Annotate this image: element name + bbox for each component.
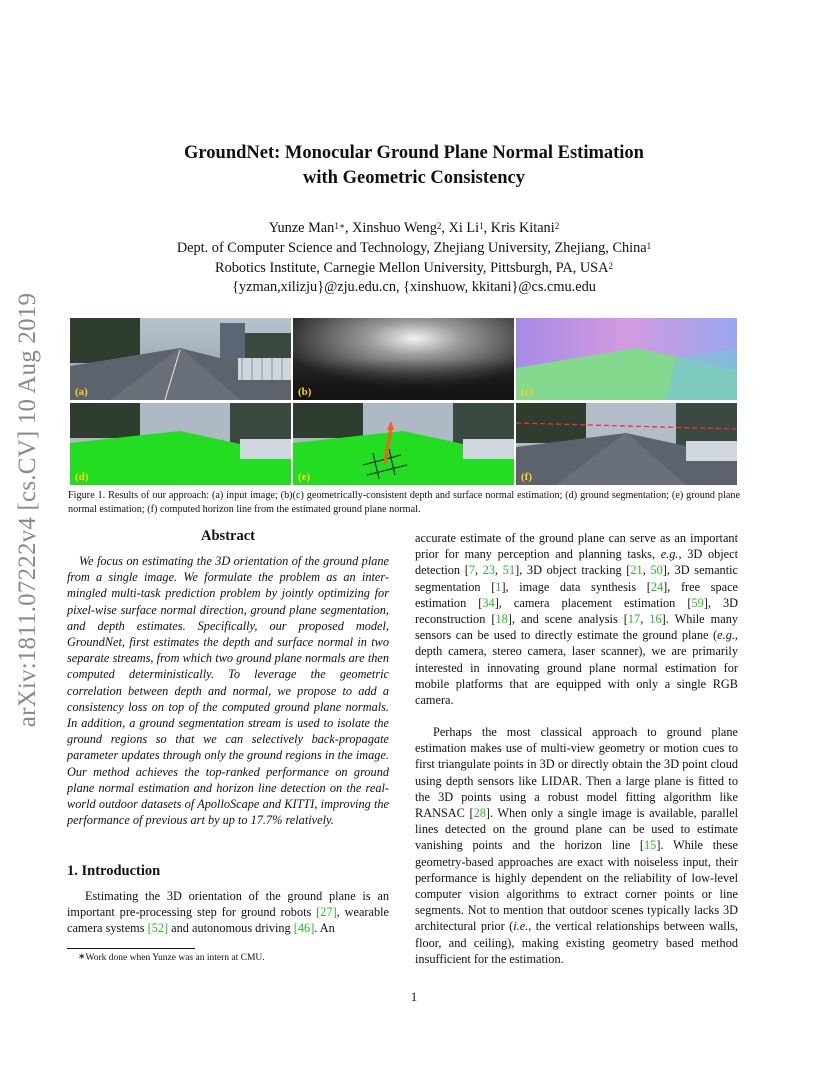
right-column-paragraph-1: accurate estimate of the ground plane can serve as an important prior for many perception and planning tasks, e.g., 3D object detection [7, 23, 51], 3D object tracking [21, 50], 3D semantic segmentation [1], image data synthesis [24], free space estimation [34], camera placement estimation [59], 3D reconstruction [18], and scene analysis [17, 16]. While many sensors can be used to directly estimate the ground plane (e.g., depth camera, stereo camera, laser scanner), we are primarily interested in innovating ground plane normal estimation for mobile platforms that are equipped with only a single RGB camera. — [415, 531, 738, 708]
citation-link[interactable]: 23 — [482, 563, 496, 578]
panel-label-a: (a) — [75, 386, 88, 398]
citation-link[interactable]: 28 — [473, 806, 486, 821]
citation-link[interactable]: 7 — [468, 563, 475, 578]
footnote: ∗Work done when Yunze was an intern at CMU. — [78, 951, 265, 963]
abstract-text: We focus on estimating the 3D orientation of the ground plane from a single image. We formulate the problem as an inter-mingled multi-task prediction problem by jointly optimizing for pixel-wise surface normal direction, ground plane segmentation, and depth estimates. Specifically, our proposed model, GroundNet, first estimates the depth and surface normal in two separate streams, from which two ground plane normals are then computed deterministically. To leverage the geometric correlation between depth and normal, we propose to add a consistency loss on top of the computed ground plane normals. In addition, a ground segmentation stream is used to isolate the ground regions so that we can selectively back-propagate parameter updates through only the ground regions in the image. Our method achieves the top-ranked performance on ground plane normal estimation and horizon line detection on the real-world outdoor datasets of ApolloScape and KITTI, improving the performance of previous art by up to 17.7% relatively. — [67, 554, 389, 828]
panel-label-d: (d) — [75, 471, 89, 483]
panel-e-ground-plane-normal — [293, 403, 514, 485]
panel-label-c: (c) — [521, 386, 534, 398]
citation-link[interactable]: [27] — [316, 905, 337, 920]
author-emails: {yzman,xilizju}@zju.edu.cn, {xinshuow, kkitani}@cs.cmu.edu — [232, 279, 596, 295]
affiliation-2: Robotics Institute, Carnegie Mellon University, Pittsburgh, PA, USA$^2$ — [215, 260, 613, 276]
abstract-heading: Abstract — [201, 528, 255, 544]
figure-1 — [70, 318, 737, 486]
panel-label-f: (f) — [521, 471, 532, 483]
figure-caption: Figure 1. Results of our approach: (a) input image; (b)(c) geometrically-consistent depth and surface normal estimation; (d) ground segmentation; (e) ground plane normal estimation; (f) computed horizon line from the estimated ground plane normal. — [68, 490, 740, 515]
right-column-paragraph-2: Perhaps the most classical approach to ground plane estimation makes use of multi-view geometry or motion cues to first triangulate points in 3D or directly obtain the 3D point cloud using depth sensors like LIDAR. Then a large plane is fitted to the 3D points using a robust model fitting algorithm like RANSAC [28]. When only a single image is available, parallel lines detected on the ground plane can be used to estimate vanishing points and the horizon line [15]. While these geometry-based approaches are exact with noiseless input, their performance is highly dependent on the reliability of low-level computer vision algorithms to extract corner points or line segments. Not to mention that outdoor scenes typically lacks 3D architectural prior (i.e., the vertical relationships between walls, floor, and ceiling), making existing geometry based method insufficient for the estimation. — [415, 725, 738, 966]
citation-link[interactable]: 18 — [495, 612, 508, 627]
panel-d-ground-segmentation — [70, 403, 291, 485]
citation-link[interactable]: [46] — [293, 921, 315, 936]
panel-f-horizon-line — [516, 403, 737, 485]
citation-link[interactable]: 1 — [495, 579, 502, 594]
citation-link[interactable]: [52] — [147, 921, 169, 936]
arxiv-stamp: arXiv:1811.07222v4 [cs.CV] 10 Aug 2019 — [14, 292, 41, 728]
panel-a-input-image — [70, 318, 291, 400]
author-list: Yunze Man$^{1∗}$, Xinshuo Weng$^2$, Xi Li$^1$, Kris Kitani$^2$ — [268, 220, 560, 236]
panel-label-b: (b) — [298, 386, 312, 398]
citation-link[interactable]: 21 — [630, 563, 643, 578]
citation-link[interactable]: 51 — [502, 563, 516, 578]
citation-link[interactable]: 15 — [644, 838, 657, 853]
panel-label-e: (e) — [298, 471, 311, 483]
citation-link[interactable]: 50 — [650, 563, 663, 578]
introduction-paragraph: Estimating the 3D orientation of the ground plane is an important pre-processing step for ground robots [27], wearable camera systems [52] and autonomous driving [46]. An — [67, 889, 389, 936]
citation-link[interactable]: 17 — [627, 612, 641, 627]
citation-link[interactable]: 24 — [650, 579, 664, 594]
citation-link[interactable]: 16 — [649, 612, 662, 627]
citation-link[interactable]: 34 — [482, 595, 495, 610]
paper-title-line2: with Geometric Consistency — [303, 168, 525, 188]
citation-link[interactable]: 59 — [691, 595, 704, 610]
page-number: 1 — [410, 990, 418, 1004]
affiliation-1: Dept. of Computer Science and Technology, Zhejiang University, Zhejiang, China$^1$ — [176, 240, 652, 256]
introduction-heading: 1. Introduction — [67, 863, 161, 879]
panel-c-surface-normal — [516, 318, 737, 400]
paper-title-line1: GroundNet: Monocular Ground Plane Normal Estimation — [184, 143, 644, 163]
panel-b-depth-map — [293, 318, 514, 400]
footnote-rule — [67, 948, 195, 949]
